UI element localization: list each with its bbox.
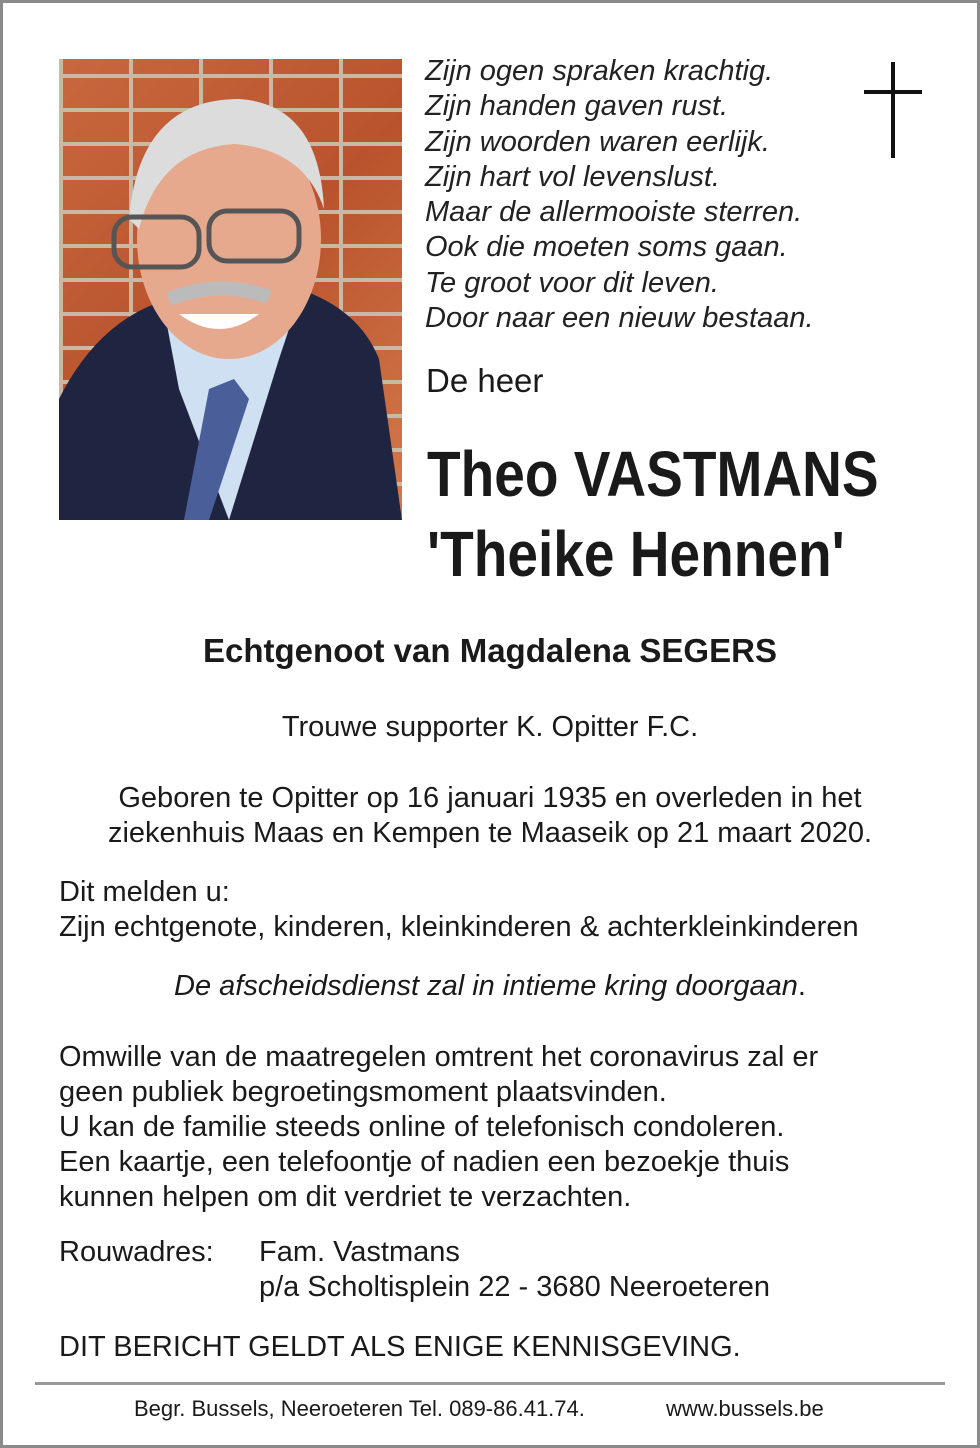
announce-label: Dit melden u: [59,876,230,908]
announce-family: Zijn echtgenote, kinderen, kleinkinderen & achterkleinkinderen [59,911,859,943]
poem-line: Zijn handen gaven rust. [425,90,729,123]
honorific: De heer [426,362,544,399]
corona-line: Omwille van de maatregelen omtrent het coronavirus zal er [59,1041,819,1073]
poem-line: Door naar een nieuw bestaan. [425,302,814,335]
footer-company: Begr. Bussels, Neeroeteren Tel. 089-86.41.74. [134,1396,585,1421]
corona-line: U kan de familie steeds online of telefonisch condoleren. [59,1111,785,1143]
poem-line: Ook die moeten soms gaan. [425,231,788,264]
corona-note [59,1040,818,1215]
birth-death-line: Geboren te Opitter op 16 januari 1935 en overleden in het [118,782,862,814]
portrait-photo [59,59,402,520]
spouse: Echtgenoot van Magdalena SEGERS [203,632,777,669]
address-line: p/a Scholtisplein 22 - 3680 Neeroeteren [259,1271,771,1303]
poem-line: Te groot voor dit leven. [425,266,719,299]
corona-line: kunnen helpen om dit verdriet te verzachten. [59,1181,632,1213]
address-label: Rouwadres: [59,1236,214,1268]
birth-death-line: ziekenhuis Maas en Kempen te Maaseik op 21 maart 2020. [107,817,873,849]
deceased-name: Theo VASTMANS [427,438,879,510]
cross-icon [864,62,922,160]
address-line: Fam. Vastmans [259,1236,460,1268]
corona-line: Een kaartje, een telefoontje of nadien een bezoekje thuis [59,1146,790,1178]
footer-divider [35,1382,945,1385]
poem-line: Zijn hart vol levenslust. [425,160,720,193]
service-note [0,969,980,1004]
service-text: De afscheidsdienst zal in intieme kring doorgaan [174,970,798,1002]
poem [425,54,814,336]
poem-line: Zijn woorden waren eerlijk. [425,125,770,158]
address [259,1235,770,1305]
service-period: . [797,970,806,1002]
deceased-nickname: 'Theike Hennen' [427,518,845,590]
poem-line: Maar de allermooiste sterren. [425,196,803,229]
poem-line: Zijn ogen spraken krachtig. [425,55,774,87]
footer-website-link[interactable]: www.bussels.be [666,1396,824,1421]
supporter-line: Trouwe supporter K. Opitter F.C. [281,711,699,743]
notice: DIT BERICHT GELDT ALS ENIGE KENNISGEVING. [59,1331,741,1363]
birth-death-info [0,781,980,851]
corona-line: geen publiek begroetingsmoment plaatsvinden. [59,1076,667,1108]
